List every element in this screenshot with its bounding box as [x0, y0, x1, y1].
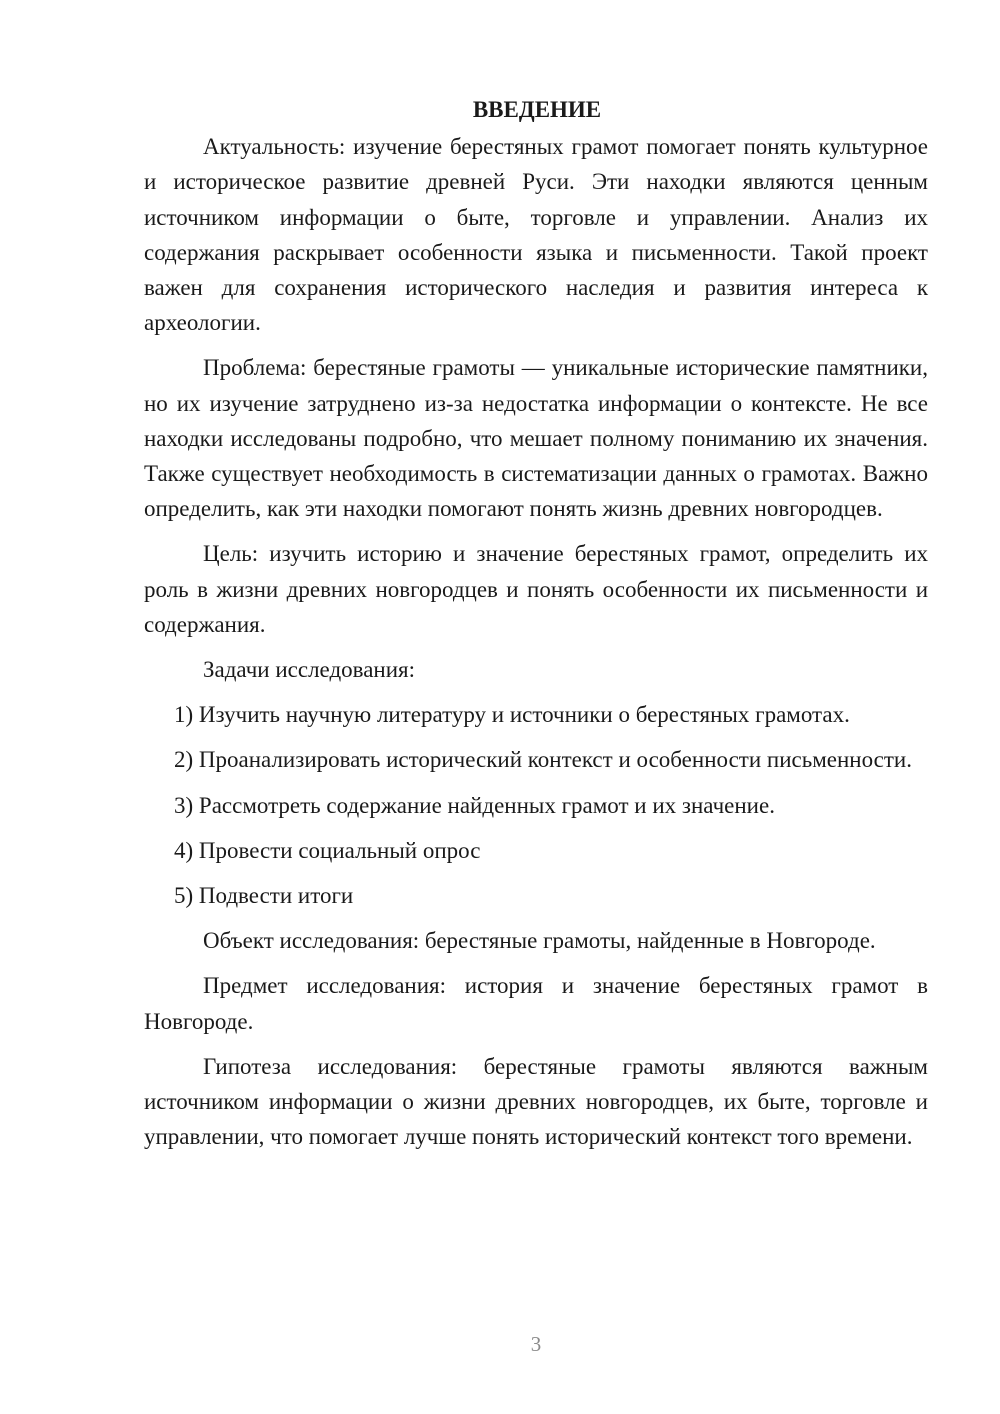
tasks-title: Задачи исследования: — [203, 657, 416, 683]
paragraph-relevance: Актуальность: изучение берестяных грамот помогает понять культурное и историческое развитие древней Руси. Эти находки являются ценным источником информации о быте, торговле и управлении. Анализ их содержания раскрывает особенности языка и письменности. Такой проект важен для сохранения исторического наследия и развития интереса к археологии. — [144, 134, 928, 336]
tasks-list — [144, 697, 928, 913]
paragraph-hypothesis: Гипотеза исследования: берестяные грамоты являются важным источником информации о жизни древних новгородцев, их быте, торговле и управлении, что помогает лучше понять исторический контекст того времени. — [144, 1053, 928, 1150]
task-item-4: 4) Провести социальный опрос — [174, 837, 481, 863]
paragraph-problem: Проблема: берестяные грамоты — уникальные исторические памятники, но их изучение затруднено из-за недостатка информации о контексте. Не все находки исследованы подробно, что мешает полному пониманию их значения. Также существует необходимость в систематизации данных о грамотах. Важно определить, как эти находки помогают понять жизнь древних новгородцев. — [144, 355, 928, 522]
page-content — [144, 92, 928, 1164]
section-heading: ВВЕДЕНИЕ — [472, 97, 602, 122]
task-item-2: 2) Проанализировать исторический контекст и особенности письменности. — [174, 747, 912, 773]
page-number: 3 — [530, 1332, 542, 1356]
paragraph-goal: Цель: изучить историю и значение берестяных грамот, определить их роль в жизни древних новгородцев и понять особенности их письменности и содержания. — [144, 541, 928, 637]
task-item-1: 1) Изучить научную литературу и источники о берестяных грамотах. — [174, 702, 850, 728]
task-item-5: 5) Подвести итоги — [174, 883, 354, 909]
paragraph-object: Объект исследования: берестяные грамоты, найденные в Новгороде. — [203, 928, 876, 954]
paragraph-subject: Предмет исследования: история и значение берестяных грамот в Новгороде. — [144, 973, 928, 1034]
task-item-3: 3) Рассмотреть содержание найденных грамот и их значение. — [174, 792, 775, 818]
